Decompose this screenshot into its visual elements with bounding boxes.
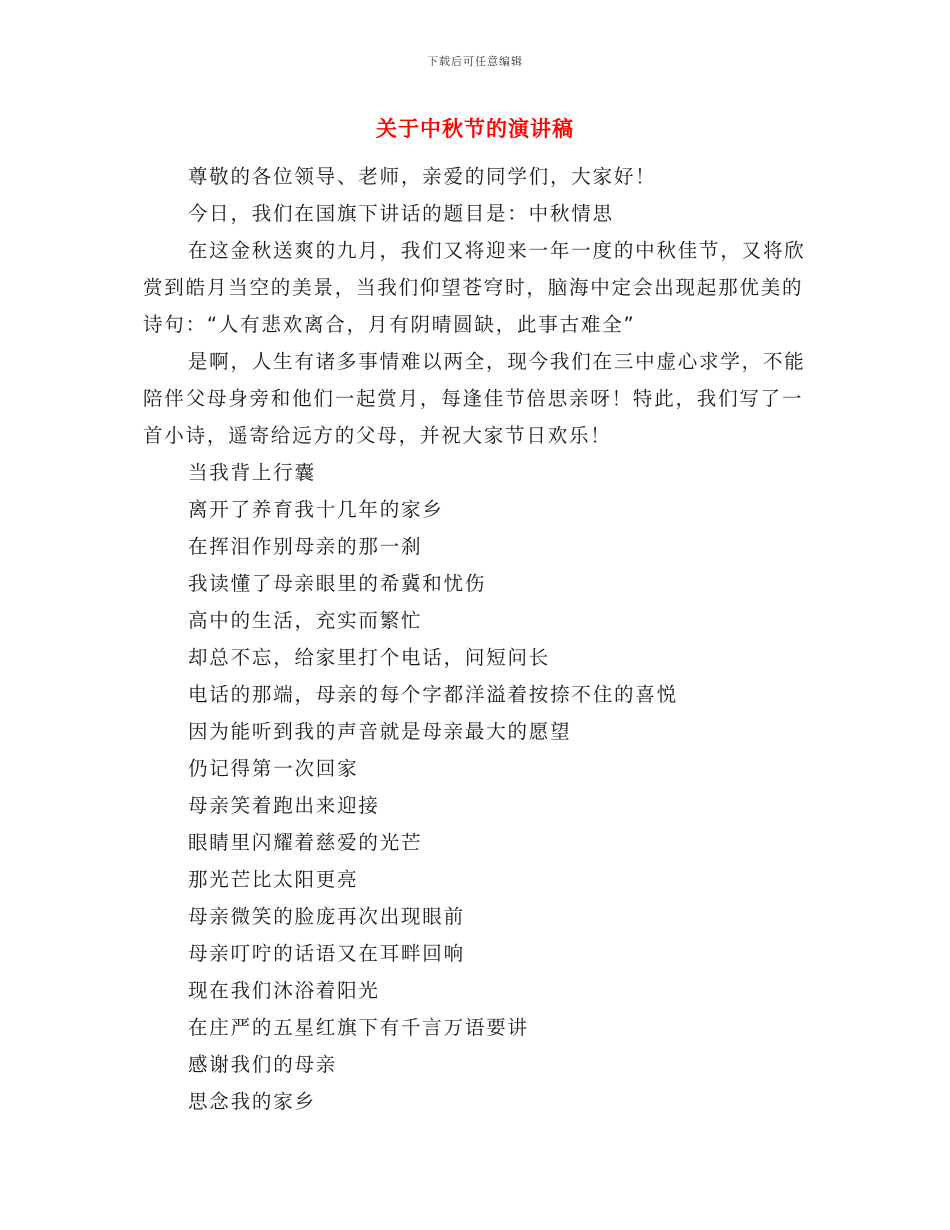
poem-line: 在庄严的五星红旗下有千言万语要讲 [188,1016,529,1039]
poem-line: 在挥泪作别母亲的那一刹 [188,535,423,558]
poem-line: 高中的生活，充实而繁忙 [188,609,423,632]
poem-line: 感谢我们的母亲 [188,1053,338,1076]
poem-line: 我读懂了母亲眼里的希冀和忧伤 [188,572,487,595]
poem-line: 那光芒比太阳更亮 [188,868,359,891]
document-body [143,158,808,1120]
poem-line: 母亲叮咛的话语又在耳畔回响 [188,942,465,965]
poem-line: 电话的那端，母亲的每个字都洋溢着按捺不住的喜悦 [188,683,678,706]
poem-line: 母亲微笑的脸庞再次出现眼前 [188,905,465,928]
paragraph-reflection: 是啊，人生有诸多事情难以两全，现今我们在三中虚心求学，不能陪伴父母身旁和他们一起赏月，每逢佳节倍思亲呀！特此，我们写了一首小诗，遥寄给远方的父母，并祝大家节日欢乐！ [143,350,806,447]
poem [143,454,808,1120]
poem-line: 母亲笑着跑出来迎接 [188,794,380,817]
poem-line: 当我背上行囊 [188,461,316,484]
poem-line: 离开了养育我十几年的家乡 [188,498,444,521]
poem-line: 现在我们沐浴着阳光 [188,979,380,1002]
poem-line: 因为能听到我的声音就是母亲最大的愿望 [188,720,572,743]
header-note: 下载后可任意编辑 [427,55,523,68]
poem-line: 思念我的家乡 [188,1090,316,1113]
paragraph-greeting: 尊敬的各位领导、老师，亲爱的同学们，大家好！ [187,165,657,188]
paragraph-autumn: 在这金秋送爽的九月，我们又将迎来一年一度的中秋佳节，又将欣赏到皓月当空的美景，当我们仰望苍穹时，脑海中定会出现起那优美的诗句：“人有悲欢离合，月有阴晴圆缺，此事古难全” [143,239,806,336]
poem-line: 仍记得第一次回家 [188,757,359,780]
poem-line: 眼睛里闪耀着慈爱的光芒 [188,831,423,854]
poem-line: 却总不忘，给家里打个电话，问短问长 [188,646,551,669]
document-title: 关于中秋节的演讲稿 [376,117,574,141]
paragraph-topic: 今日，我们在国旗下讲话的题目是：中秋情思 [187,202,614,225]
